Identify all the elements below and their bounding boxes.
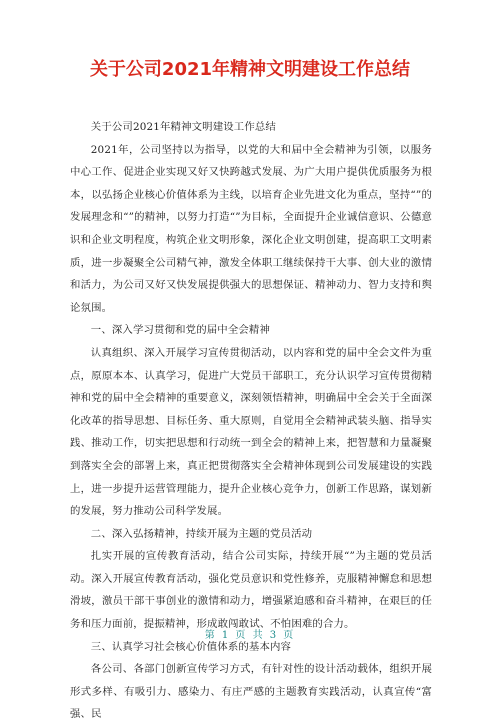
paragraph: 关于公司2021年精神文明建设工作总结 <box>90 121 276 133</box>
paragraph: 各公司、各部门创新宣传学习方式，有针对性的设计活动载体，组织开展形式多样、有吸引力、感染力、有庄严感的主题教育实践活动，认真宣传“富强、民 <box>70 663 432 721</box>
paragraph: 扎实开展的宣传教育活动，结合公司实际，持续开展“”为主题的党员活动。深入开展宣传教育活动，强化党员意识和党性修养，克服精神懈怠和思想滑坡，激员干部干事创业的激情和动力，增强紧迫感和奋斗精神，在艰巨的任务和压力面前，提振精神，形成敢闯敢试、不怕困难的合力。 <box>70 550 432 631</box>
page-number-footer: 第 1 页 共 3 页 <box>204 630 296 641</box>
section-heading: 三、认真学习社会核心价值体系的基本内容 <box>90 640 292 653</box>
document-title: 关于公司2021年精神文明建设工作总结 <box>89 59 411 80</box>
section-heading: 一、深入学习贯彻和党的届中全会精神 <box>90 324 270 337</box>
section-heading: 二、深入弘扬精神，持续开展为主题的党员活动 <box>90 527 313 540</box>
paragraph: 认真组织、深入开展学习宣传贯彻活动，以内容和党的届中全会文件为重点，原原本本、认真学习，促进广大党员干部职工，充分认识学习宣传贯彻精神和党的届中全会精神的重要意义，深刻领悟精神，明确届中全会关于全面深化改革的指导思想、目标任务、重大原则，自觉用全会精神武装头脑、指导实践、推动工作，切实把思想和行动统一到全会的精神上来，把智慧和力量凝聚到落实全会的部署上来，真正把贯彻落实全会精神体现到公司发展建设的实践上，进一步提升运营管理能力，提升企业核心竞争力，创新工作思路，谋划新的发展，努力推动公司科学发展。 <box>70 346 432 518</box>
paragraph: 2021年，公司坚持以为指导，以党的大和届中全会精神为引领，以服务中心工作、促进企业实现又好又快跨越式发展、为广大用户提供优质服务为根本，以弘扬企业核心价值体系为主线，以培育企业先进文化为重点，坚持“”的发展理念和“”的精神，以努力打造“”为目标，全面提升企业诚信意识、公德意识和企业文明程度，构筑企业文明形象，深化企业文明创建，提高职工文明素质，进一步凝聚全公司精气神，激发全体职工继续保持干大事、创大业的激情和活力，为公司又好又快发展提供强大的思想保证、精神动力、智力支持和舆论氛围。 <box>70 143 432 314</box>
